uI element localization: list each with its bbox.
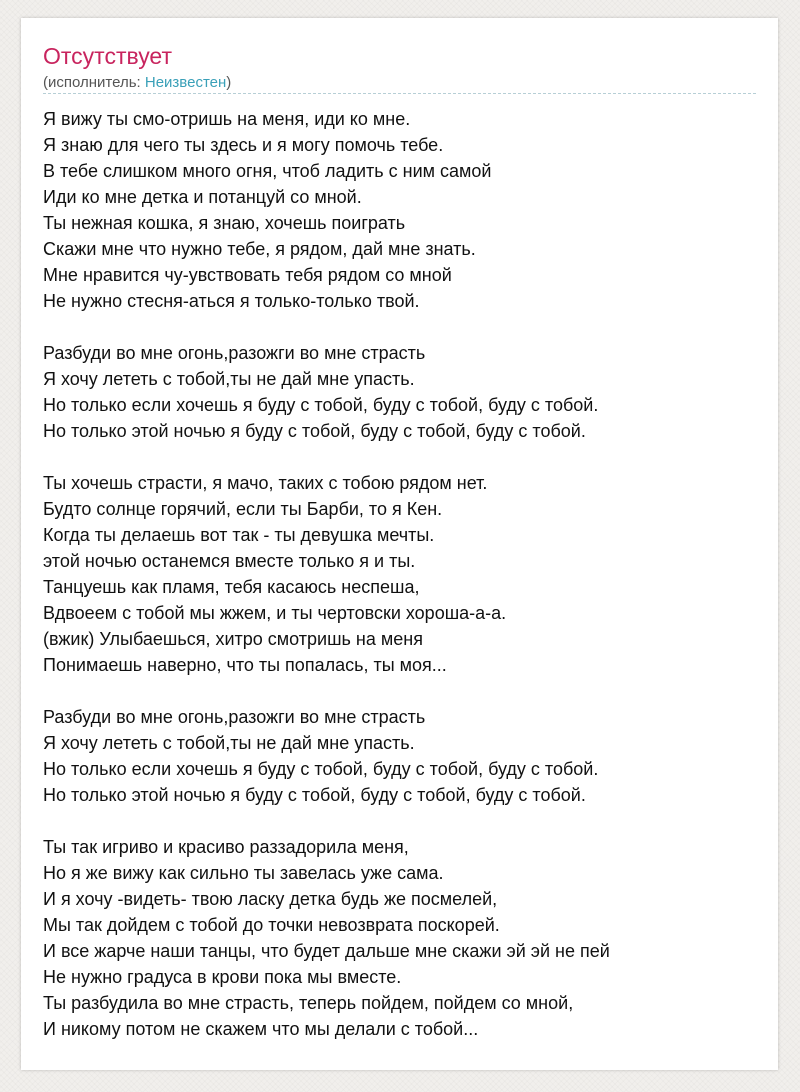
lyrics-line: Мы так дойдем с тобой до точки невозврата поскорей. [43,915,500,935]
lyrics-line: Но только этой ночью я буду с тобой, буду с тобой, буду с тобой. [43,421,586,441]
lyrics-card [21,18,778,1070]
lyrics-line: Ты хочешь страсти, я мачо, таких с тобою рядом нет. [43,473,488,493]
lyrics-line: Я хочу лететь с тобой,ты не дай мне упасть. [43,733,415,753]
lyrics-line: Ты разбудила во мне страсть, теперь пойдем, пойдем со мной, [43,993,574,1013]
artist-link[interactable]: Неизвестен [144,74,227,91]
lyrics-line: Я хочу лететь с тобой,ты не дай мне упасть. [43,369,415,389]
lyrics-line: И никому потом не скажем что мы делали с тобой... [43,1019,479,1039]
lyrics-line: Разбуди во мне огонь,разожги во мне страсть [43,707,426,727]
lyrics-line: И я хочу -видеть- твою ласку детка будь же посмелей, [43,889,498,909]
lyrics-line: Но только если хочешь я буду с тобой, буду с тобой, буду с тобой. [43,395,599,415]
lyrics-stanza [43,106,763,314]
title-divider [43,93,756,94]
lyrics-line: Я вижу ты смо-отришь на меня, иди ко мне. [43,109,411,129]
lyrics-line: Но я же вижу как сильно ты завелась уже сама. [43,863,444,883]
song-title: Отсутствует [43,43,172,69]
lyrics-line: Разбуди во мне огонь,разожги во мне страсть [43,343,426,363]
lyrics-line: Но только если хочешь я буду с тобой, буду с тобой, буду с тобой. [43,759,599,779]
lyrics-line: Ты нежная кошка, я знаю, хочешь поиграть [43,213,406,233]
lyrics-stanza [43,470,763,678]
lyrics-line: Когда ты делаешь вот так - ты девушка мечты. [43,525,435,545]
artist-line [43,74,231,91]
lyrics-line: В тебе слишком много огня, чтоб ладить с ним самой [43,161,492,181]
lyrics-line: Иди ко мне детка и потанцуй со мной. [43,187,362,207]
artist-suffix: ) [226,74,232,91]
lyrics-line: Скажи мне что нужно тебе, я рядом, дай мне знать. [43,239,476,259]
lyrics-stanza [43,834,763,1042]
lyrics-line: Понимаешь наверно, что ты попалась, ты моя... [43,655,447,675]
lyrics-line: Танцуешь как пламя, тебя касаюсь неспеша, [43,577,420,597]
lyrics-stanza [43,340,763,444]
lyrics-line: Мне нравится чу-увствовать тебя рядом со мной [43,265,452,285]
lyrics-line: Вдвоеем с тобой мы жжем, и ты чертовски хороша-а-а. [43,603,507,623]
lyrics-line: Будто солнце горячий, если ты Барби, то я Кен. [43,499,443,519]
lyrics-body [43,106,763,1068]
lyrics-line: Не нужно стесня-аться я только-только твой. [43,291,420,311]
lyrics-line: Не нужно градуса в крови пока мы вместе. [43,967,402,987]
lyrics-line: Ты так игриво и красиво раззадорила меня, [43,837,409,857]
lyrics-stanza [43,704,763,808]
lyrics-line: И все жарче наши танцы, что будет дальше мне скажи эй эй не пей [43,941,610,961]
lyrics-line: (вжик) Улыбаешься, хитро смотришь на меня [43,629,423,649]
lyrics-line: этой ночью останемся вместе только я и ты. [43,551,416,571]
artist-prefix: (исполнитель: [43,74,145,91]
lyrics-line: Но только этой ночью я буду с тобой, буду с тобой, буду с тобой. [43,785,586,805]
lyrics-line: Я знаю для чего ты здесь и я могу помочь тебе. [43,135,444,155]
